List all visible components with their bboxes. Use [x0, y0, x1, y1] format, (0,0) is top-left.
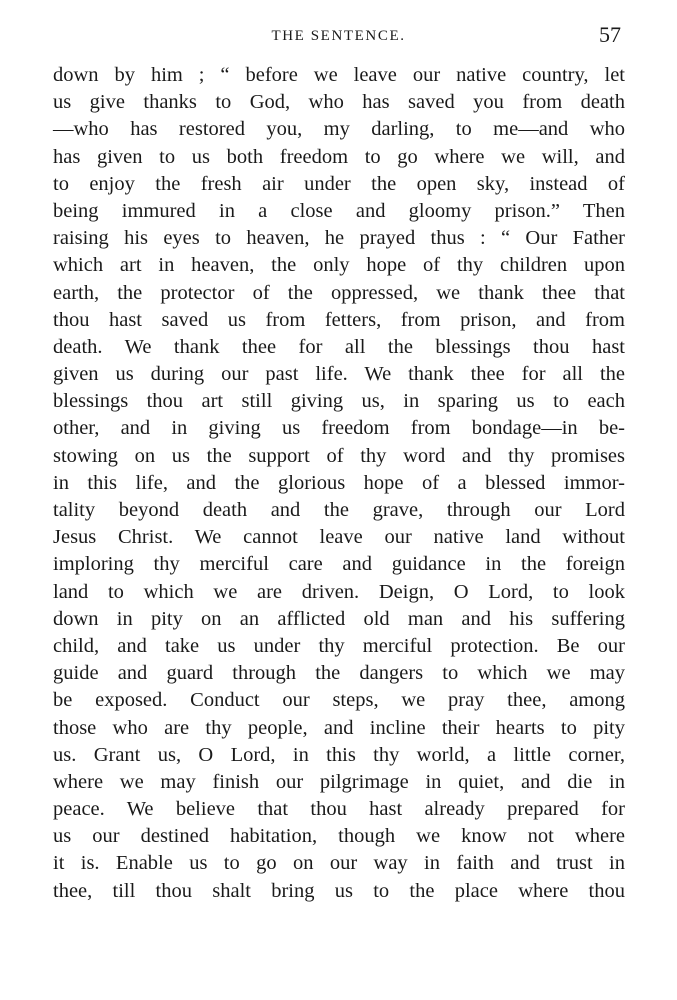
text-line: to enjoy the fresh air under the open sky, instead of — [53, 172, 625, 195]
text-line: where we may finish our pilgrimage in quiet, and die in — [53, 770, 625, 793]
text-line: us. Grant us, O Lord, in this thy world, a little corner, — [53, 743, 625, 766]
text-line: thee, till thou shalt bring us to the place where thou — [53, 879, 625, 902]
text-line: in this life, and the glorious hope of a blessed immor- — [53, 471, 625, 494]
text-line: stowing on us the support of thy word and thy promises — [53, 444, 625, 467]
text-line: which art in heaven, the only hope of thy children upon — [53, 254, 625, 277]
text-line: raising his eyes to heaven, he prayed thus : “ Our Father — [53, 227, 625, 250]
page-number: 57 — [599, 22, 621, 47]
text-line: given us during our past life. We thank thee for all the — [53, 363, 625, 386]
text-line: Jesus Christ. We cannot leave our native land without — [53, 526, 625, 549]
text-line: blessings thou art still giving us, in sparing us to each — [53, 390, 625, 413]
text-line: guide and guard through the dangers to which we may — [53, 662, 625, 685]
text-line: —who has restored you, my darling, to me—and who — [53, 118, 625, 141]
text-line: it is. Enable us to go on our way in faith and trust in — [53, 852, 625, 875]
text-line: tality beyond death and the grave, through our Lord — [53, 499, 625, 521]
text-line: those who are thy people, and incline their hearts to pity — [53, 716, 625, 739]
body-text — [53, 62, 625, 905]
text-line: earth, the protector of the oppressed, we thank thee that — [53, 281, 625, 304]
text-line: us our destined habitation, though we know not where — [53, 825, 625, 848]
text-line: peace. We believe that thou hast already prepared for — [53, 798, 625, 821]
text-line: down in pity on an afflicted old man and his suffering — [53, 607, 625, 630]
text-line: death. We thank thee for all the blessings thou hast — [53, 335, 625, 358]
text-line: being immured in a close and gloomy prison.” Then — [53, 199, 625, 222]
text-line: us give thanks to God, who has saved you from death — [53, 91, 625, 114]
text-line: land to which we are driven. Deign, O Lord, to look — [53, 580, 625, 603]
text-line: child, and take us under thy merciful protection. Be our — [53, 634, 625, 657]
running-title: THE SENTENCE. — [271, 28, 406, 44]
text-line: has given to us both freedom to go where we will, and — [53, 145, 625, 168]
text-line: down by him ; “ before we leave our native country, let — [53, 64, 625, 86]
running-head — [0, 24, 677, 48]
text-line: be exposed. Conduct our steps, we pray thee, among — [53, 689, 625, 712]
text-line: other, and in giving us freedom from bondage—in be- — [53, 417, 625, 440]
text-line: thou hast saved us from fetters, from prison, and from — [53, 308, 625, 331]
text-line: imploring thy merciful care and guidance in the foreign — [53, 553, 625, 576]
